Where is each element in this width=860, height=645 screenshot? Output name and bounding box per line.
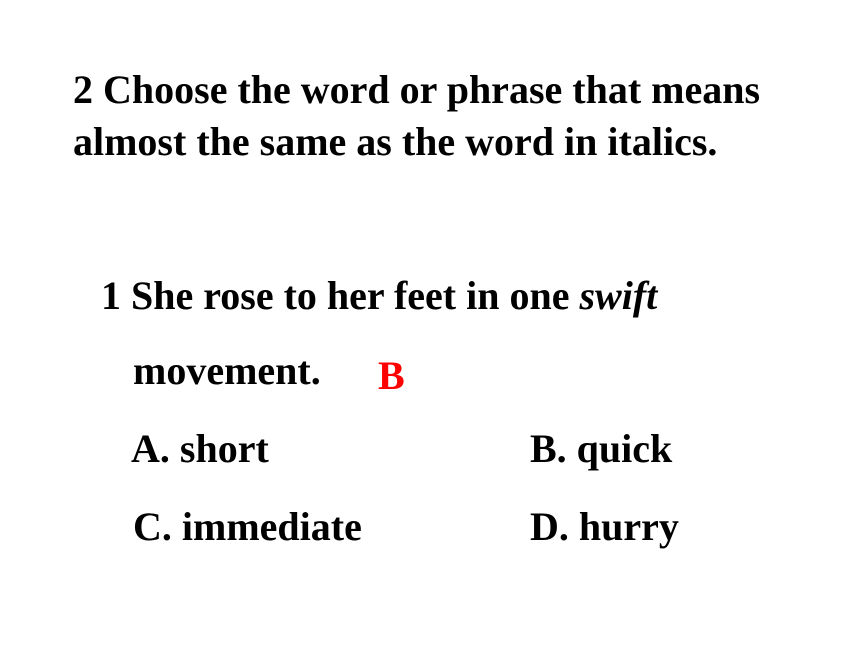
question-text-before: She rose to her feet in one: [131, 273, 580, 318]
question-number: 1: [101, 273, 121, 318]
question-italic-word: swift: [579, 273, 658, 318]
instruction-text: 2 Choose the word or phrase that means almost the same as the word in italics.: [73, 67, 761, 164]
option-d: D. hurry: [530, 504, 679, 549]
option-c: C. immediate: [133, 504, 362, 549]
question-line-2: movement.: [133, 348, 321, 393]
answer-mark: B: [378, 353, 405, 398]
option-b: B. quick: [530, 426, 673, 471]
question-line-1: [101, 272, 657, 320]
option-a: A. short: [131, 426, 269, 471]
